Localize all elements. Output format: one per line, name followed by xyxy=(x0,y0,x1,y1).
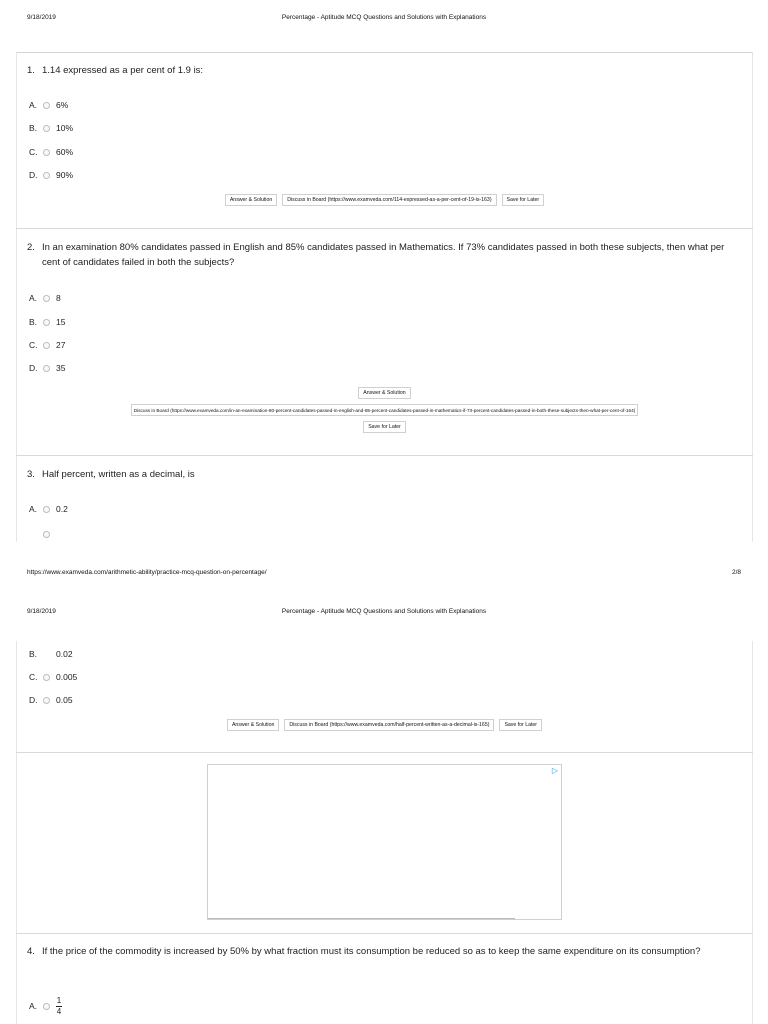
page-header xyxy=(0,14,768,30)
page-number: 2/8 xyxy=(731,569,741,576)
discuss-board-button[interactable]: Discuss in Board (https://www.examveda.com/in-an-examination-80-percent-candidates-passed-in-english-and-85-percent-candidates-passed-in-mathematics-if-73-percent-candidates-passed-in-both-these-subjects-then-what-per-cent-of-164) xyxy=(131,404,639,416)
question-number: 3. xyxy=(27,469,35,480)
option-letter: D. xyxy=(29,170,38,180)
option-c[interactable] xyxy=(29,339,65,351)
save-later-button[interactable]: Save for Later xyxy=(499,719,542,731)
radio-icon[interactable] xyxy=(43,172,50,179)
question-divider xyxy=(16,933,753,934)
question-divider xyxy=(16,228,753,229)
radio-icon[interactable] xyxy=(43,342,50,349)
option-letter: B. xyxy=(29,317,38,327)
option-d[interactable] xyxy=(29,362,65,374)
option-letter: A. xyxy=(29,293,38,303)
option-value: 35 xyxy=(56,363,66,373)
option-letter: A. xyxy=(29,1001,38,1011)
question-actions xyxy=(16,719,753,731)
option-a[interactable] xyxy=(29,995,62,1017)
print-url: https://www.examveda.com/arithmetic-ability/practice-mcq-question-on-percentage/ xyxy=(27,569,267,576)
ad-baseline xyxy=(208,918,515,919)
option-a[interactable] xyxy=(29,292,61,304)
answer-solution-button[interactable]: Answer & Solution xyxy=(225,194,277,206)
question-number: 1. xyxy=(27,65,35,76)
radio-icon[interactable] xyxy=(43,319,50,326)
radio-icon[interactable] xyxy=(43,531,50,538)
radio-icon[interactable] xyxy=(43,102,50,109)
option-b-radio[interactable] xyxy=(29,528,56,540)
question-divider xyxy=(16,752,753,753)
radio-icon[interactable] xyxy=(43,674,50,681)
radio-icon[interactable] xyxy=(43,697,50,704)
option-d[interactable] xyxy=(29,694,73,706)
option-a[interactable] xyxy=(29,503,68,515)
question-text: 1.14 expressed as a per cent of 1.9 is: xyxy=(42,65,204,76)
option-d[interactable] xyxy=(29,169,73,181)
question-actions xyxy=(16,387,753,399)
radio-icon[interactable] xyxy=(43,365,50,372)
radio-icon[interactable] xyxy=(43,125,50,132)
option-b[interactable] xyxy=(29,648,73,660)
option-letter: C. xyxy=(29,672,38,682)
option-letter: D. xyxy=(29,695,38,705)
option-value: 27 xyxy=(56,340,66,350)
option-value: 0.005 xyxy=(56,672,78,682)
question-actions xyxy=(16,194,753,206)
fraction-denominator: 4 xyxy=(56,1006,62,1016)
option-c[interactable] xyxy=(29,671,77,683)
answer-solution-button[interactable]: Answer & Solution xyxy=(227,719,279,731)
option-b[interactable] xyxy=(29,122,73,134)
option-fraction xyxy=(56,997,62,1016)
option-b[interactable] xyxy=(29,316,65,328)
option-letter: B. xyxy=(29,649,38,659)
question-number: 4. xyxy=(27,946,35,957)
discuss-board-button[interactable]: Discuss in Board (https://www.examveda.com/half-percent-written-as-a-decimal-is-165) xyxy=(284,719,494,731)
question-actions xyxy=(16,421,753,433)
print-title: Percentage - Aptitude MCQ Questions and Solutions with Explanations xyxy=(281,608,487,615)
option-letter: C. xyxy=(29,340,38,350)
page-footer xyxy=(0,569,768,583)
option-value: 0.2 xyxy=(56,504,68,514)
radio-icon[interactable] xyxy=(43,1003,50,1010)
question-4 xyxy=(27,944,737,974)
radio-icon[interactable] xyxy=(43,295,50,302)
question-3 xyxy=(27,467,737,482)
print-date: 9/18/2019 xyxy=(27,608,56,615)
option-value: 60% xyxy=(56,147,74,157)
option-letter: A. xyxy=(29,100,38,110)
radio-icon[interactable] xyxy=(43,149,50,156)
question-text: If the price of the commodity is increased by 50% by what fraction must its consumption be reduced so as to keep the same expenditure on its consumption? xyxy=(42,946,701,957)
question-number: 2. xyxy=(27,242,35,253)
print-title: Percentage - Aptitude MCQ Questions and Solutions with Explanations xyxy=(281,14,487,21)
option-letter: C. xyxy=(29,147,38,157)
question-text: Half percent, written as a decimal, is xyxy=(42,469,195,480)
page-header xyxy=(0,608,768,624)
question-2 xyxy=(27,240,737,270)
question-actions xyxy=(16,404,753,416)
save-later-button[interactable]: Save for Later xyxy=(502,194,545,206)
option-value: 8 xyxy=(56,293,61,303)
question-divider xyxy=(16,455,753,456)
option-value: 10% xyxy=(56,123,74,133)
option-value: 6% xyxy=(56,100,69,110)
print-date: 9/18/2019 xyxy=(27,14,56,21)
option-value: 90% xyxy=(56,170,74,180)
ad-frame[interactable] xyxy=(207,764,562,920)
option-c[interactable] xyxy=(29,146,73,158)
option-letter: A. xyxy=(29,504,38,514)
option-letter: B. xyxy=(29,123,38,133)
answer-solution-button[interactable]: Answer & Solution xyxy=(358,387,410,399)
question-1 xyxy=(27,63,737,78)
option-letter: D. xyxy=(29,363,38,373)
radio-icon[interactable] xyxy=(43,506,50,513)
option-value: 15 xyxy=(56,317,66,327)
fraction-numerator: 1 xyxy=(56,995,62,1005)
option-value: 0.05 xyxy=(56,695,73,705)
question-text: In an examination 80% candidates passed in English and 85% candidates passed in Mathematics. If 73% candidates passed in both these subjects, then what per cent of candidates failed in both the subjects? xyxy=(42,242,725,268)
adchoices-icon[interactable]: ▷ xyxy=(551,766,558,775)
discuss-board-button[interactable]: Discuss in Board (https://www.examveda.com/114-expressed-as-a-per-cent-of-19-is-163) xyxy=(282,194,496,206)
save-later-button[interactable]: Save for Later xyxy=(363,421,406,433)
option-value: 0.02 xyxy=(56,649,73,659)
option-a[interactable] xyxy=(29,99,68,111)
